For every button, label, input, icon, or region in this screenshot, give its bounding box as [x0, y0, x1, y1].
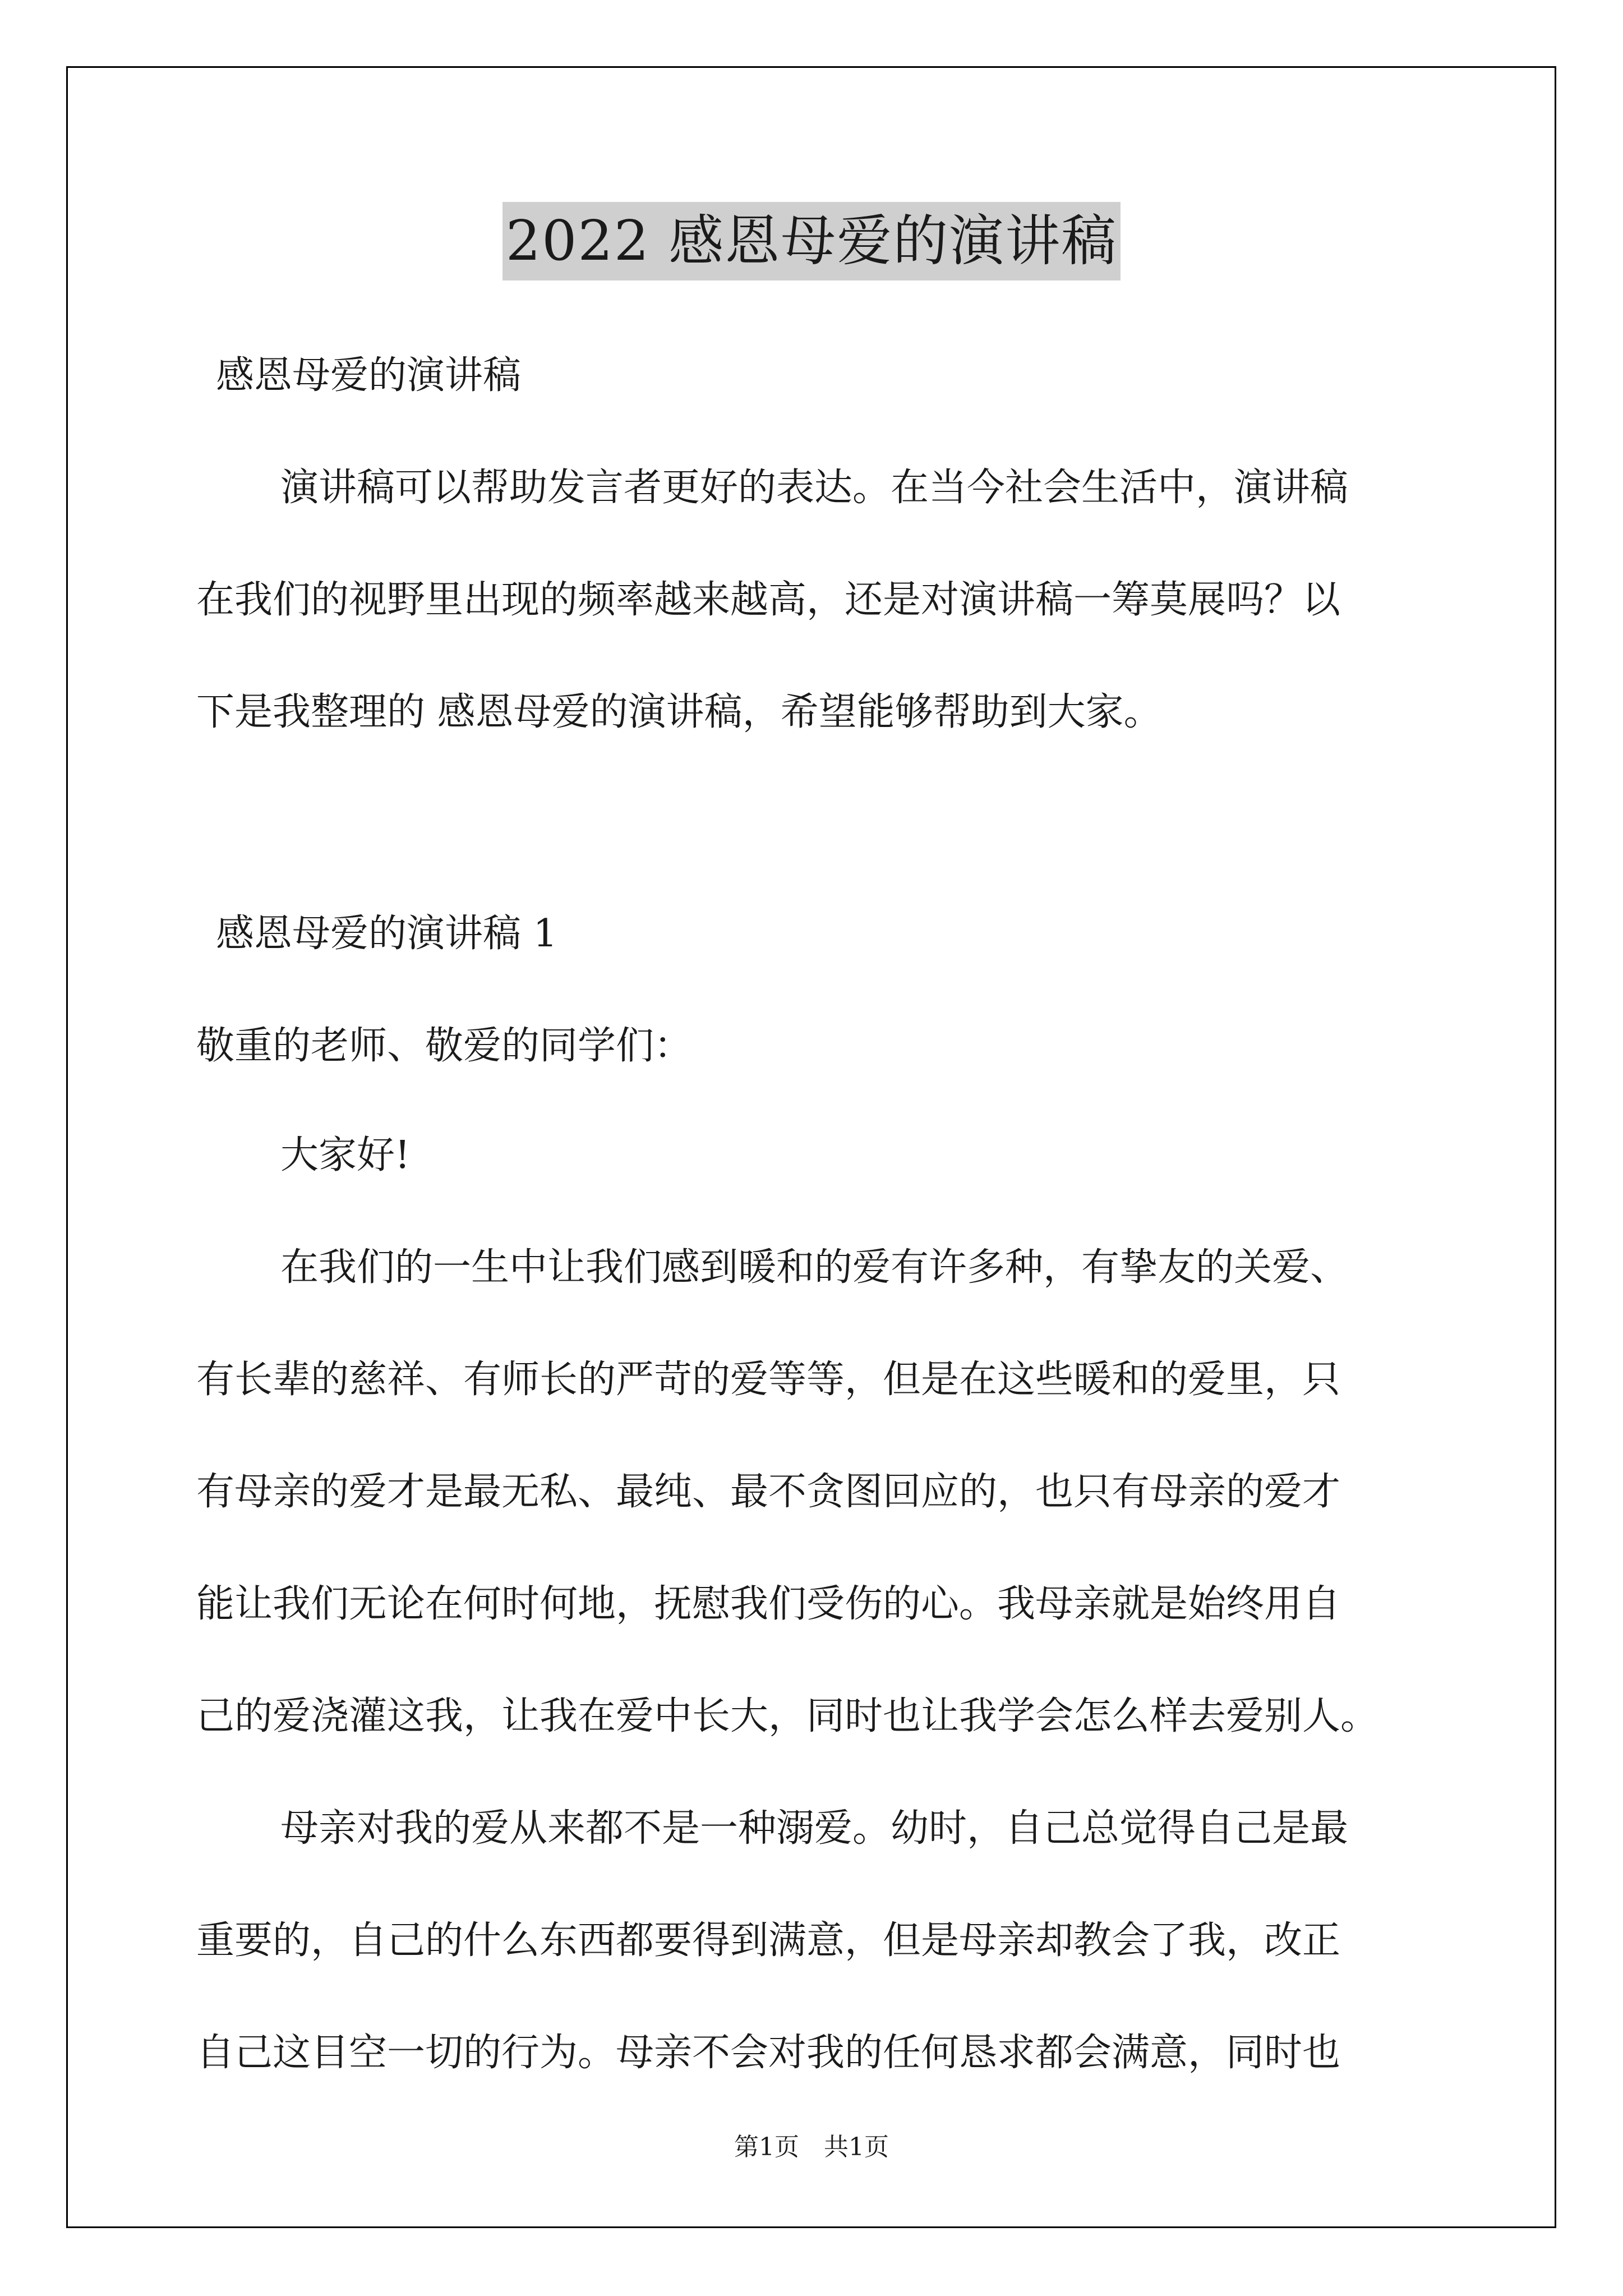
- page-footer: 第1页 共1页: [734, 2133, 889, 2161]
- body-line: 重要的，自己的什么东西都要得到满意，但是母亲却教会了我，改正: [196, 1918, 1341, 1963]
- subtitle: 感恩母爱的演讲稿: [216, 353, 522, 398]
- body-line: 己的爱浇灌这我，让我在爱中长大，同时也让我学会怎么样去爱别人。: [196, 1694, 1379, 1738]
- intro-line: 在我们的视野里出现的频率越来越高，还是对演讲稿一筹莫展吗？以: [196, 578, 1341, 622]
- body-line: 有长辈的慈祥、有师长的严苛的爱等等，但是在这些暖和的爱里，只: [196, 1358, 1341, 1402]
- greeting: 大家好!: [280, 1133, 411, 1177]
- body-line: 自己这目空一切的行为。母亲不会对我的任何恳求都会满意，同时也: [196, 2031, 1341, 2075]
- intro-line: 下是我整理的 感恩母爱的演讲稿，希望能够帮助到大家。: [196, 690, 1162, 734]
- section-heading: 感恩母爱的演讲稿 1: [216, 912, 557, 956]
- document-title: 2022 感恩母爱的演讲稿: [502, 202, 1121, 280]
- body-line: 母亲对我的爱从来都不是一种溺爱。幼时，自己总觉得自己是最: [280, 1806, 1349, 1851]
- body-line: 在我们的一生中让我们感到暖和的爱有许多种，有挚友的关爱、: [280, 1245, 1349, 1290]
- intro-line: 演讲稿可以帮助发言者更好的表达。在当今社会生活中，演讲稿: [280, 466, 1349, 510]
- title-area: [0, 202, 1623, 280]
- salutation: 敬重的老师、敬爱的同学们：: [196, 1024, 693, 1068]
- body-line: 有母亲的爱才是最无私、最纯、最不贪图回应的，也只有母亲的爱才: [196, 1470, 1341, 1514]
- body-line: 能让我们无论在何时何地，抚慰我们受伤的心。我母亲就是始终用自: [196, 1582, 1341, 1626]
